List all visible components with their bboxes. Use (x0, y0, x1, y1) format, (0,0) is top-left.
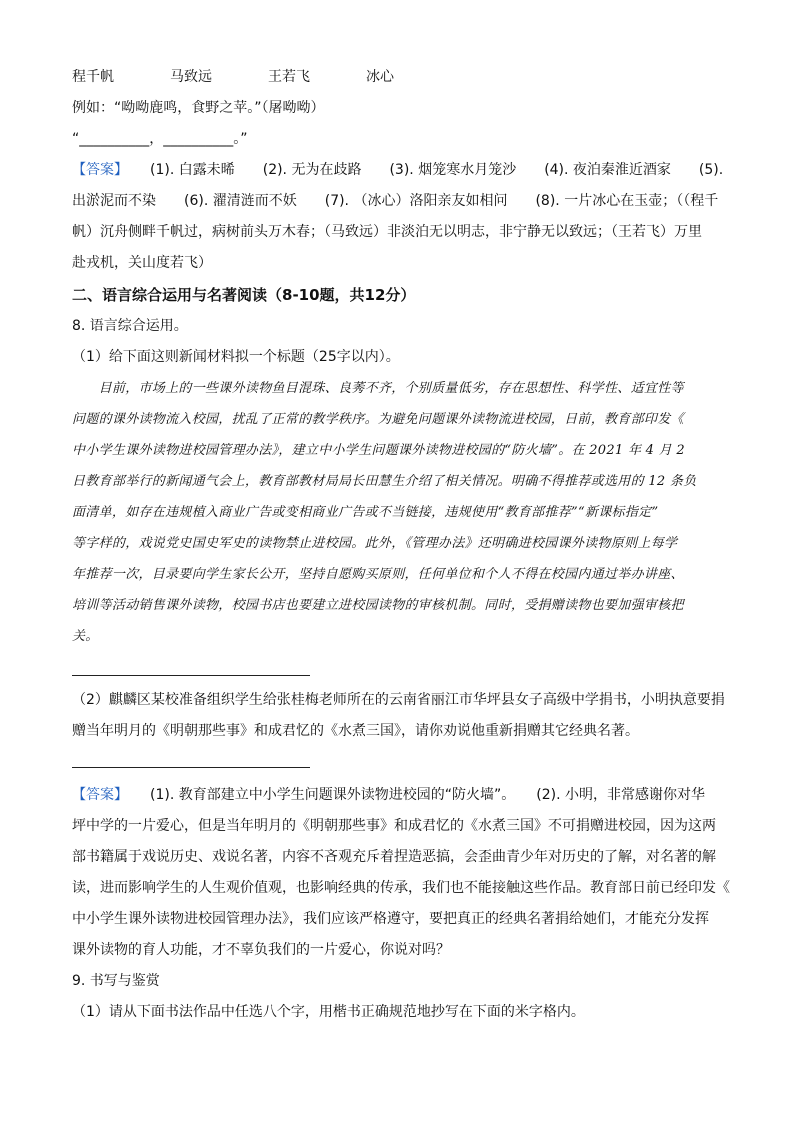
blank-template-line: “__________，__________。” (72, 131, 248, 147)
name-2: 马致远 (170, 69, 212, 85)
passage-line: 等字样的，戏说党史国史军史的读物禁止进校园。此外，《管理办法》还明确进校园课外读物原则上每学 (72, 536, 678, 551)
passage-line: 年推荐一次，目录要向学生家长公开，坚持自愿购买原则，任何单位和个人不得在校园内通过举办讲座、 (72, 567, 684, 582)
answer-8-line-6: 课外读物的育人功能，才不辜负我们的一片爱心，你说对吗？ (72, 942, 450, 958)
passage-line: 目前，市场上的一些课外读物鱼目混珠、良莠不齐，个别质量低劣，存在思想性、科学性、适宜性等 (72, 381, 684, 396)
question-9-title: 9. 书写与鉴赏 (72, 973, 160, 989)
answer-line-1 (72, 675, 310, 676)
answer-line-2 (72, 767, 310, 768)
name-4: 冰心 (366, 69, 394, 85)
name-1: 程千帆 (72, 69, 114, 85)
answer-7-line-1: (1). 白露未晞 (2). 无为在歧路 (3). 烟笼寒水月笼沙 (4). 夜泊秦淮近酒家 (5). (150, 162, 724, 178)
question-8-title: 8. 语言综合运用。 (72, 318, 188, 334)
poet-names-row (72, 62, 724, 93)
answer-8-line-3: 部书籍属于戏说历史、戏说名著，内容不吝观充斥着捏造恶搞，会歪曲青少年对历史的了解，对名著的解 (72, 849, 716, 865)
passage-line: 关。 (72, 629, 99, 644)
answer-7-line-3: 帆）沉舟侧畔千帆过，病树前头万木春；（马致远）非淡泊无以明志，非宁静无以致远；（王若飞）万里 (72, 224, 702, 240)
answer-8-line-5: 中小学生课外读物进校园管理办法》，我们应该严格遵守，要把真正的经典名著捐给她们，才能充分发挥 (72, 911, 709, 927)
answer-tag: 【答案】 (72, 162, 128, 178)
question-8-sub-2-line-1: （2）麒麟区某校准备组织学生给张桂梅老师所在的云南省丽江市华坪县女子高级中学捐书，小明执意要捐 (72, 692, 725, 708)
passage-line: 中小学生课外读物进校园管理办法》，建立中小学生问题课外读物进校园的“防火墙”。在 2021 年 4 月 2 (72, 443, 685, 458)
answer-8-line-2: 坪中学的一片爱心，但是当年明月的《明朝那些事》和成君忆的《水煮三国》不可捐赠进校园，因为这两 (72, 818, 716, 834)
answer-8-line-1: (1). 教育部建立中小学生问题课外读物进校园的“防火墙”。 (2). 小明，非常感谢你对华 (150, 787, 705, 803)
name-3: 王若飞 (268, 69, 310, 85)
question-9-sub-1: （1）请从下面书法作品中任选八个字，用楷书正确规范地抄写在下面的米字格内。 (72, 1004, 585, 1020)
question-8-sub-2-line-2: 赠当年明月的《明朝那些事》和成君忆的《水煮三国》，请你劝说他重新捐赠其它经典名著。 (72, 723, 639, 739)
question-8-sub-1: （1）给下面这则新闻材料拟一个标题（25字以内）。 (72, 349, 400, 365)
answer-7-block (72, 155, 724, 279)
passage-line: 问题的课外读物流入校园，扰乱了正常的教学秩序。为避免问题课外读物流进校园，日前，教育部印发《 (72, 412, 684, 427)
news-passage (72, 373, 724, 652)
passage-line: 培训等活动销售课外读物，校园书店也要建立进校园读物的审核机制。同时，受捐赠读物也要加强审核把 (72, 598, 684, 613)
answer-7-line-4: 赴戎机，关山度若飞） (72, 255, 212, 271)
answer-8-block (72, 780, 730, 966)
answer-tag: 【答案】 (72, 787, 128, 803)
answer-8-line-4: 读，进而影响学生的人生观价值观，也影响经典的传承，我们也不能接触这些作品。教育部日前已经印发《 (72, 880, 730, 896)
passage-line: 面清单，如存在违规植入商业广告或变相商业广告或不当链接，违规使用“教育部推荐”“新课标指定” (72, 505, 659, 520)
example-line: 例如：“呦呦鹿鸣，食野之苹。”（屠呦呦） (72, 100, 325, 116)
section-2-title: 二、语言综合运用与名著阅读（8-10题，共12分） (72, 286, 416, 304)
answer-7-line-2: 出淤泥而不染 (6). 濯清涟而不妖 (7). （冰心）洛阳亲友如相问 (8). 一片冰心在玉壶；（（程千 (72, 193, 719, 209)
passage-line: 日教育部举行的新闻通气会上，教育部教材局局长田慧生介绍了相关情况。明确不得推荐或选用的 12 条负 (72, 474, 697, 489)
